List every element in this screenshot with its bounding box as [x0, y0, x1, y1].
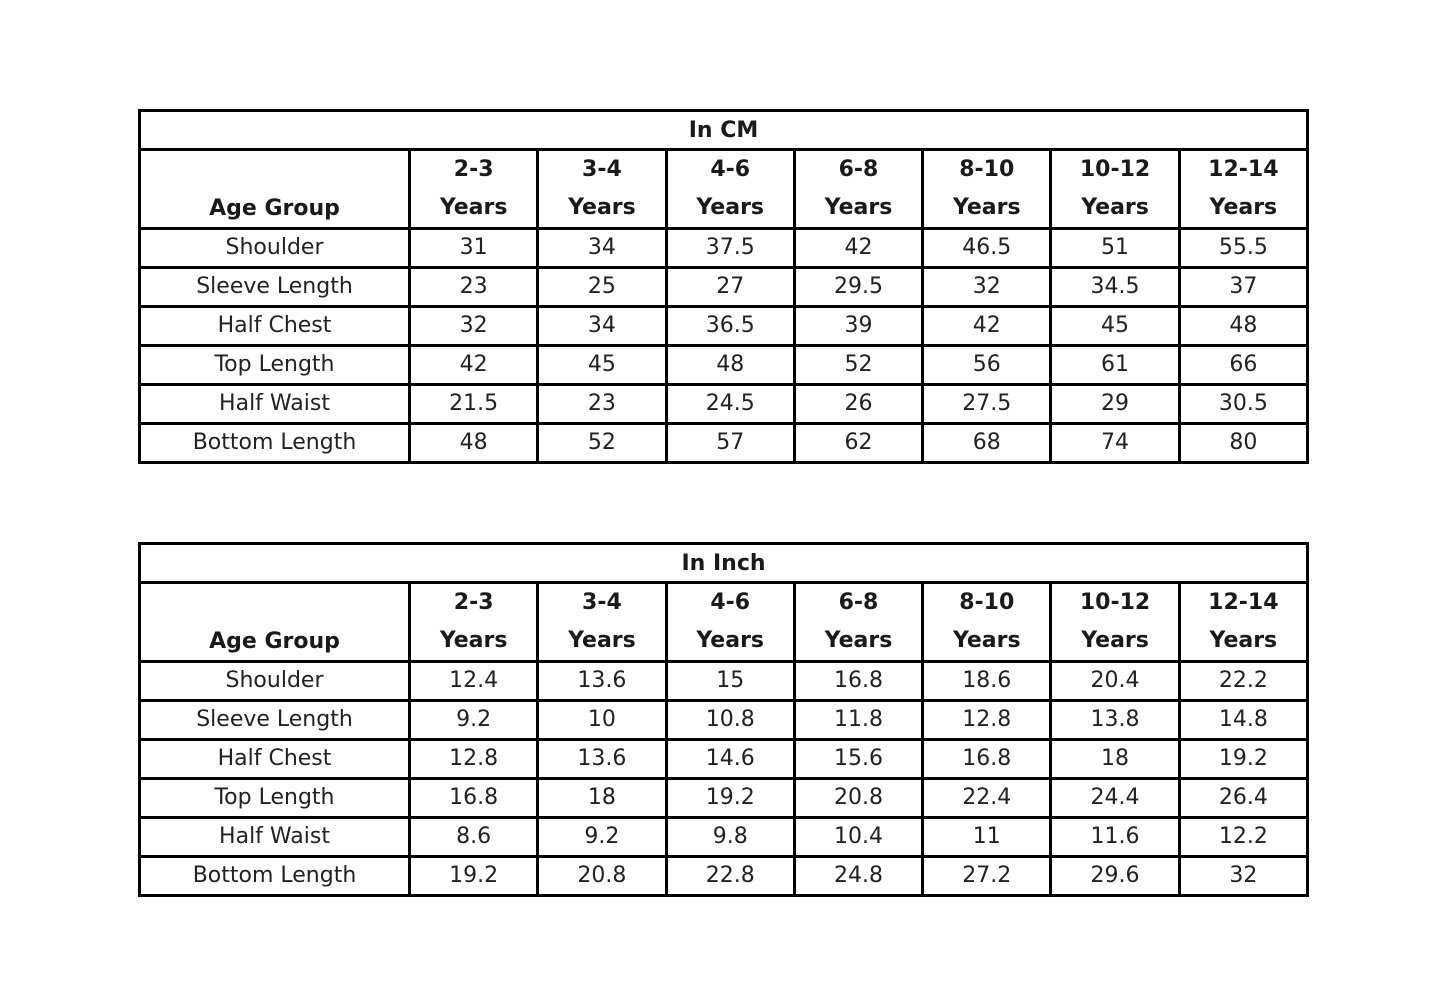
table-cell: 18.6	[923, 662, 1051, 701]
row-label: Bottom Length	[140, 424, 410, 463]
row-label: Half Waist	[140, 818, 410, 857]
table-cell: 18	[538, 779, 666, 818]
table-cell: 37.5	[666, 229, 794, 268]
table-cell: 34.5	[1051, 268, 1179, 307]
table-row	[140, 346, 1308, 385]
table-cell: 29.6	[1051, 857, 1179, 896]
table-cell: 51	[1051, 229, 1179, 268]
table-cell: 29.5	[794, 268, 922, 307]
table-cell: 22.8	[666, 857, 794, 896]
table-cell: 9.8	[666, 818, 794, 857]
table-cell: 31	[410, 229, 538, 268]
table-cell: 36.5	[666, 307, 794, 346]
table-row	[140, 424, 1308, 463]
table-cell: 45	[538, 346, 666, 385]
table-cell: 27.5	[923, 385, 1051, 424]
table-cell: 68	[923, 424, 1051, 463]
column-header: 3-4 Years	[538, 583, 666, 662]
row-label: Top Length	[140, 346, 410, 385]
column-header: 10-12 Years	[1051, 583, 1179, 662]
table-cell: 34	[538, 229, 666, 268]
row-label: Shoulder	[140, 662, 410, 701]
column-header: 8-10 Years	[923, 150, 1051, 229]
column-header: 4-6 Years	[666, 583, 794, 662]
table-cell: 57	[666, 424, 794, 463]
column-header: 2-3 Years	[410, 583, 538, 662]
table-cell: 23	[410, 268, 538, 307]
table-cell: 16.8	[410, 779, 538, 818]
table-cell: 25	[538, 268, 666, 307]
table-cell: 45	[1051, 307, 1179, 346]
column-header: 6-8 Years	[794, 150, 922, 229]
table-cell: 22.2	[1179, 662, 1307, 701]
table-row	[140, 701, 1308, 740]
table-cell: 27	[666, 268, 794, 307]
table-cell: 24.5	[666, 385, 794, 424]
table-cell: 14.6	[666, 740, 794, 779]
table-row	[140, 307, 1308, 346]
table-cell: 10	[538, 701, 666, 740]
column-header: 3-4 Years	[538, 150, 666, 229]
table-cell: 15.6	[794, 740, 922, 779]
table-cell: 24.8	[794, 857, 922, 896]
table-cell: 14.8	[1179, 701, 1307, 740]
table-cell: 8.6	[410, 818, 538, 857]
table-cell: 20.4	[1051, 662, 1179, 701]
table-title: In Inch	[140, 544, 1308, 583]
row-label: Half Chest	[140, 307, 410, 346]
table-cell: 12.8	[923, 701, 1051, 740]
table-cell: 48	[410, 424, 538, 463]
table-cell: 26	[794, 385, 922, 424]
table-cell: 12.8	[410, 740, 538, 779]
table-cell: 74	[1051, 424, 1179, 463]
table-row	[140, 818, 1308, 857]
table-cell: 22.4	[923, 779, 1051, 818]
column-header: 12-14 Years	[1179, 583, 1307, 662]
table-row	[140, 385, 1308, 424]
table-cell: 48	[666, 346, 794, 385]
table-cell: 11.8	[794, 701, 922, 740]
row-label: Sleeve Length	[140, 701, 410, 740]
table-cell: 16.8	[923, 740, 1051, 779]
table-cell: 56	[923, 346, 1051, 385]
table-cell: 27.2	[923, 857, 1051, 896]
table-cell: 42	[410, 346, 538, 385]
column-header: 12-14 Years	[1179, 150, 1307, 229]
table-cell: 10.8	[666, 701, 794, 740]
size-table-inch	[138, 542, 1309, 897]
column-header: 10-12 Years	[1051, 150, 1179, 229]
table-cell: 29	[1051, 385, 1179, 424]
column-header: 8-10 Years	[923, 583, 1051, 662]
table-cell: 62	[794, 424, 922, 463]
header-row	[140, 150, 1308, 229]
table-cell: 10.4	[794, 818, 922, 857]
table-cell: 55.5	[1179, 229, 1307, 268]
table-row	[140, 229, 1308, 268]
column-header: 2-3 Years	[410, 150, 538, 229]
row-label: Half Chest	[140, 740, 410, 779]
table-cell: 61	[1051, 346, 1179, 385]
age-group-header: Age Group	[140, 150, 410, 229]
table-row	[140, 662, 1308, 701]
table-cell: 24.4	[1051, 779, 1179, 818]
table-cell: 48	[1179, 307, 1307, 346]
column-header: 6-8 Years	[794, 583, 922, 662]
row-label: Top Length	[140, 779, 410, 818]
table-cell: 42	[794, 229, 922, 268]
table-row	[140, 779, 1308, 818]
table-cell: 9.2	[410, 701, 538, 740]
table-cell: 30.5	[1179, 385, 1307, 424]
row-label: Shoulder	[140, 229, 410, 268]
row-label: Half Waist	[140, 385, 410, 424]
table-cell: 11.6	[1051, 818, 1179, 857]
table-cell: 32	[923, 268, 1051, 307]
table-row	[140, 740, 1308, 779]
table-cell: 16.8	[794, 662, 922, 701]
table-cell: 42	[923, 307, 1051, 346]
table-cell: 20.8	[794, 779, 922, 818]
table-cell: 13.8	[1051, 701, 1179, 740]
table-cell: 13.6	[538, 740, 666, 779]
table-row	[140, 857, 1308, 896]
table-cell: 32	[1179, 857, 1307, 896]
table-cell: 26.4	[1179, 779, 1307, 818]
table-cell: 19.2	[1179, 740, 1307, 779]
table-cell: 19.2	[410, 857, 538, 896]
table-cell: 20.8	[538, 857, 666, 896]
column-header: 4-6 Years	[666, 150, 794, 229]
table-cell: 18	[1051, 740, 1179, 779]
size-table-cm	[138, 109, 1309, 464]
age-group-header: Age Group	[140, 583, 410, 662]
table-cell: 15	[666, 662, 794, 701]
table-cell: 32	[410, 307, 538, 346]
table-cell: 9.2	[538, 818, 666, 857]
row-label: Sleeve Length	[140, 268, 410, 307]
table-title: In CM	[140, 111, 1308, 150]
table-cell: 23	[538, 385, 666, 424]
table-cell: 12.2	[1179, 818, 1307, 857]
table-cell: 46.5	[923, 229, 1051, 268]
table-cell: 34	[538, 307, 666, 346]
table-cell: 21.5	[410, 385, 538, 424]
table-cell: 13.6	[538, 662, 666, 701]
table-cell: 80	[1179, 424, 1307, 463]
table-cell: 37	[1179, 268, 1307, 307]
table-cell: 12.4	[410, 662, 538, 701]
table-cell: 11	[923, 818, 1051, 857]
row-label: Bottom Length	[140, 857, 410, 896]
header-row	[140, 583, 1308, 662]
table-cell: 52	[538, 424, 666, 463]
table-cell: 66	[1179, 346, 1307, 385]
table-cell: 52	[794, 346, 922, 385]
table-cell: 39	[794, 307, 922, 346]
table-cell: 19.2	[666, 779, 794, 818]
table-row	[140, 268, 1308, 307]
